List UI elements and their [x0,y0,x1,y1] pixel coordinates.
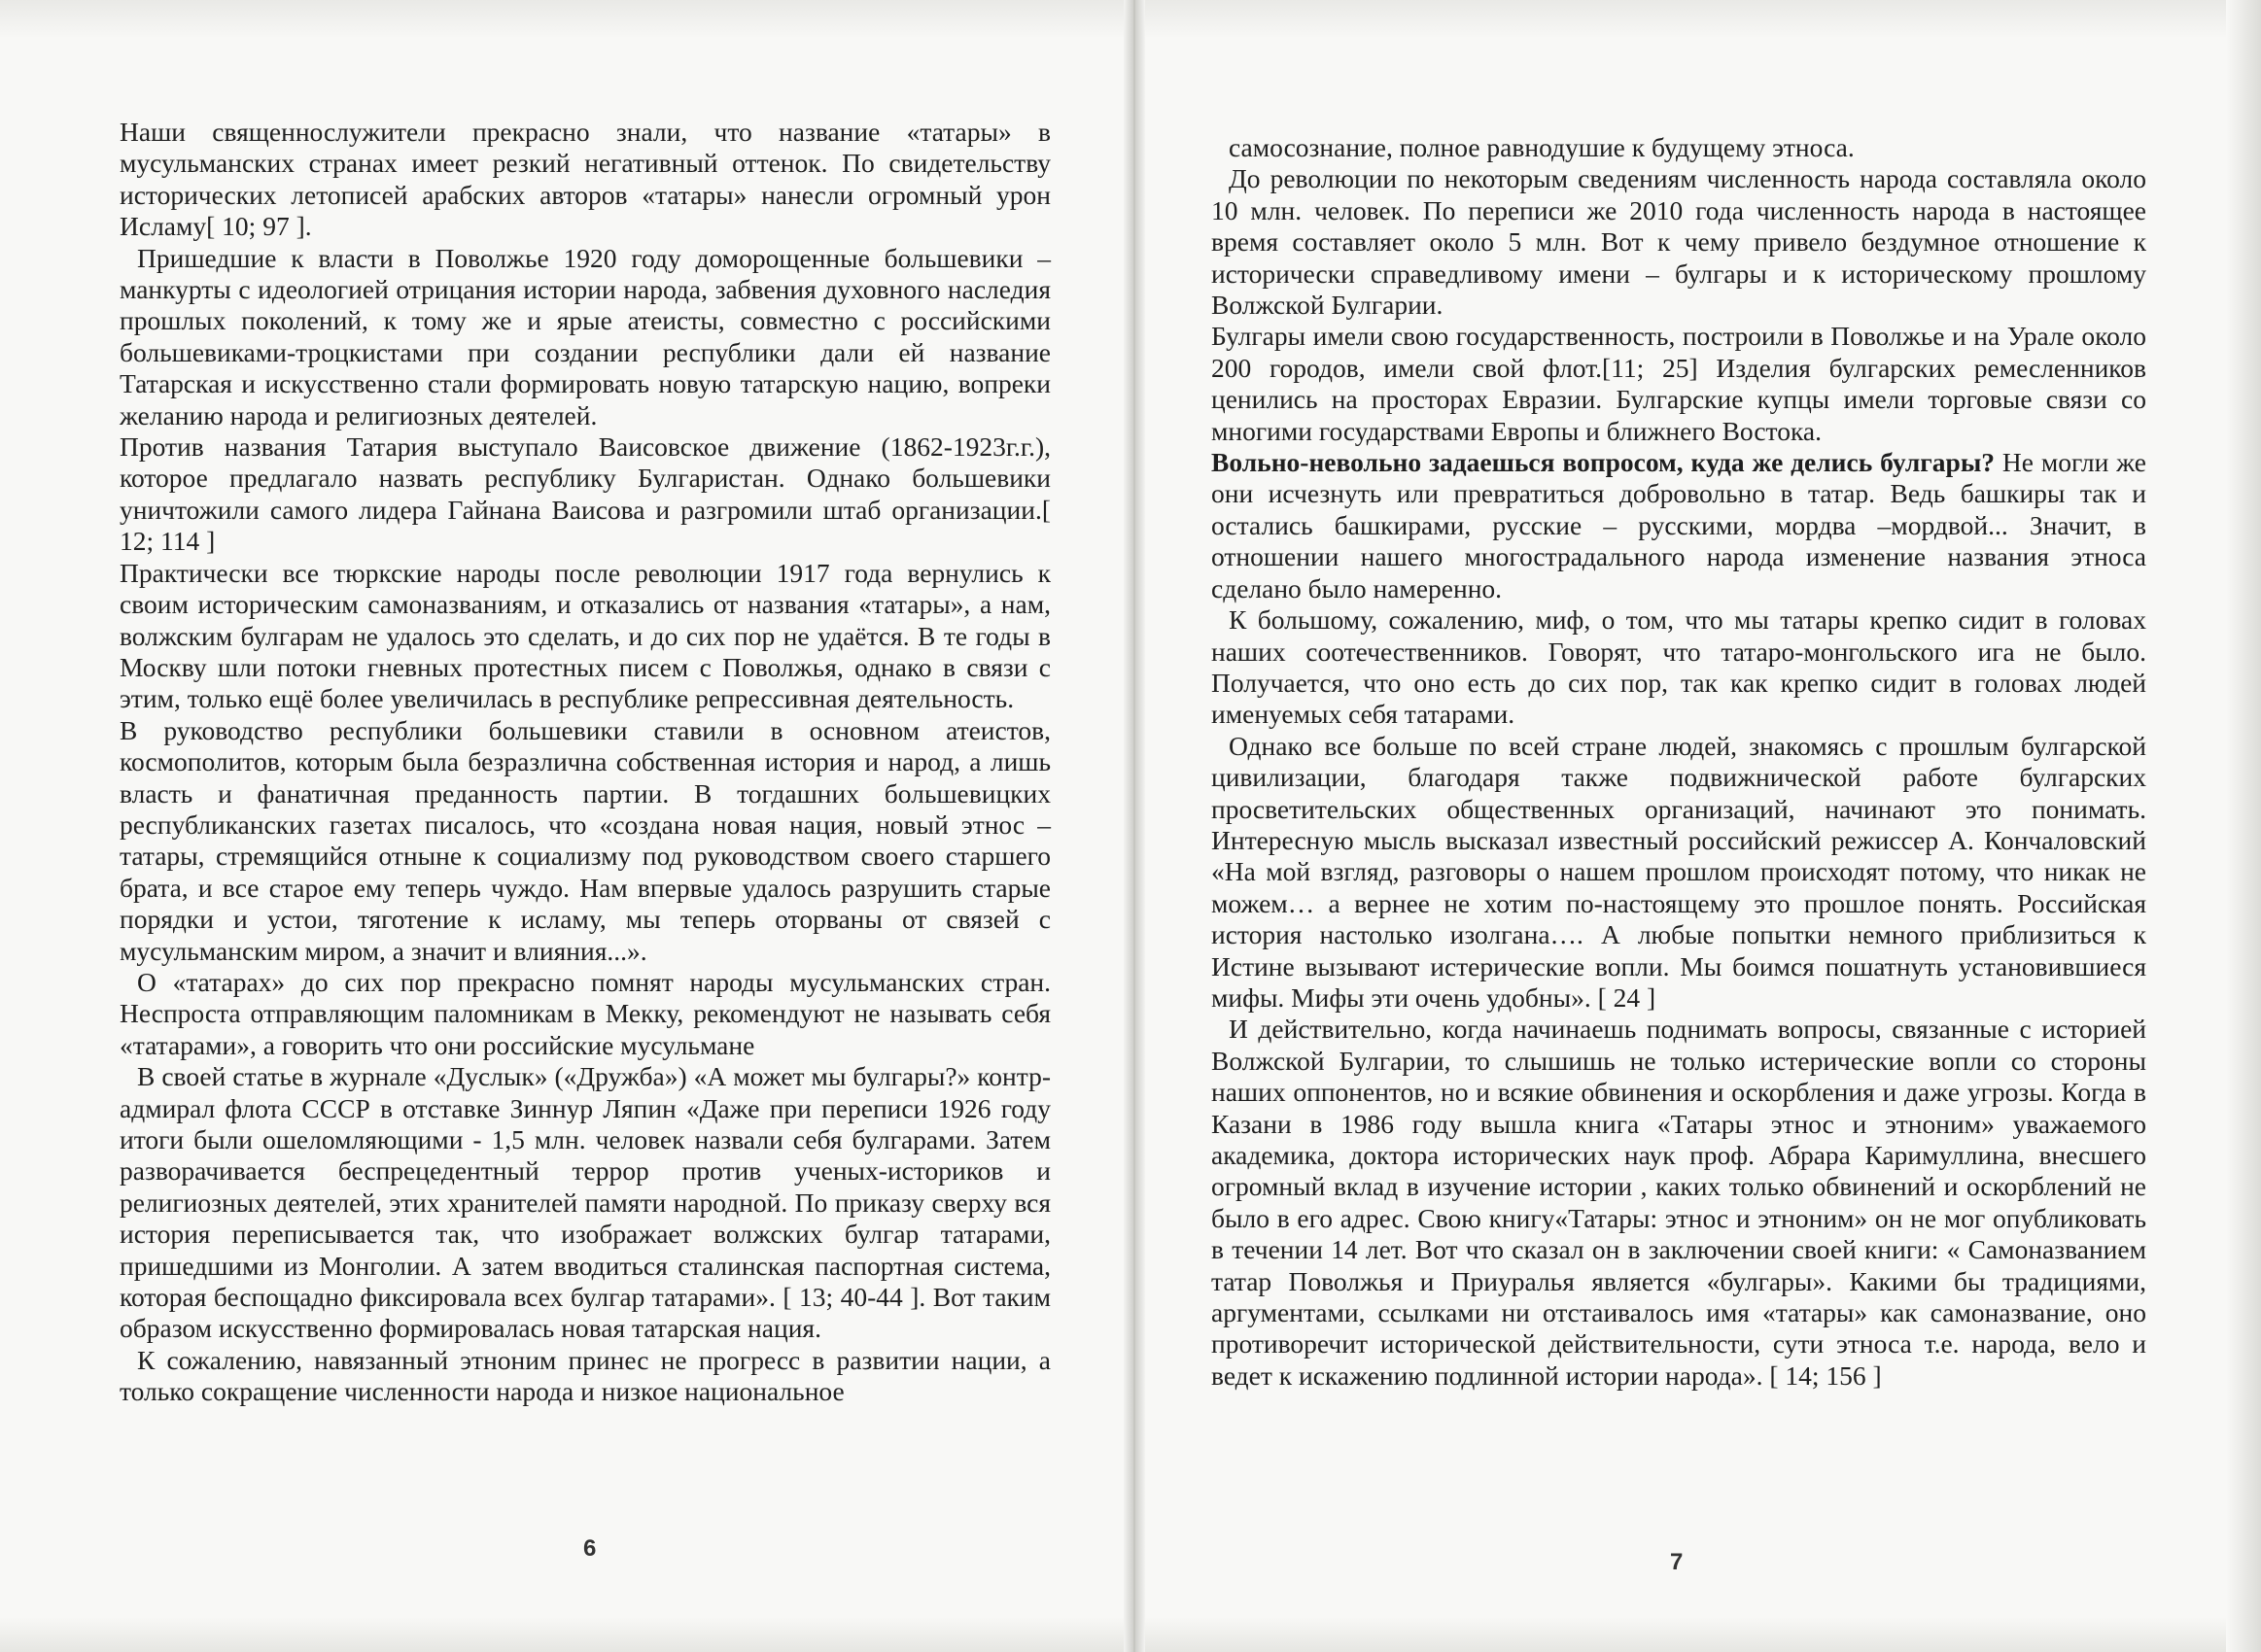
page-number-left: 6 [583,1535,597,1562]
paragraph-question [1211,447,2146,604]
scan-shadow-right [2226,0,2261,1652]
paragraph: К сожалению, навязанный этноним принес не прогресс в развитии нации, а только сокращение численности народа и низкое национальное [120,1344,1051,1407]
paragraph: Наши священнослужители прекрасно знали, что название «татары» в мусульманских странах имеет резкий негативный оттенок. По свидетельству исторических летописей арабских авторов «татары» нанесли огромный урон Исламу[ 10; 97 ]. [120,117,1051,242]
paragraph: К большому, сожалению, миф, о том, что мы татары крепко сидит в головах наших соотечественников. Говорят, что татаро-монгольского ига не было. Получается, что оно есть до сих пор, так как крепко сидит в головах людей именуемых себя татарами. [1211,604,2146,730]
paragraph: Булгары имели свою государственность, построили в Поволжье и на Урале около 200 городов, имели свой флот.[11; 25] Изделия булгарских ремесленников ценились на просторах Евразии. Булгарские купцы имели торговые связи со многими государствами Европы и ближнего Востока. [1211,321,2146,446]
paragraph: Пришедшие к власти в Поволжье 1920 году доморощенные большевики – манкурты с идеологией отрицания истории народа, забвения духовного наследия прошлых поколений, к тому же и ярые атеисты, совместно с российскими большевиками-троцкистами при создании республики дали ей название Татарская и искусственно стали формировать новую татарскую нацию, вопреки желанию народа и религиозных деятелей. [120,242,1051,430]
paragraph: самосознание, полное равнодушие к будущему этноса. [1229,132,1855,162]
paragraph: В своей статье в журнале «Дуслык» («Дружба») «А может мы булгары?» контр-адмирал флота СССР в отставке Зиннур Ляпин «Даже при переписи 1926 году итоги были ошеломляющими - 1,5 млн. человек назвали себя булгарами. Затем разворачивается беспрецедентный террор против ученых-историков и религиозных деятелей, этих хранителей памяти народной. По приказу сверху вся история переписывается так, что изображает волжских булгар татарами, пришедшими из Монголии. А затем вводиться сталинская паспортная система, которая беспощадно фиксировала всех булгар татарами». [ 13; 40-44 ]. Вот таким образом искусственно формировалась новая татарская нация. [120,1061,1051,1344]
page-number-right: 7 [1670,1549,1684,1575]
paragraph: До революции по некоторым сведениям численность народа составляла около 10 млн. человек. По переписи же 2010 года численность народа в настоящее время составляет около 5 млн. Вот к чему привело бездумное отношение к исторически справедливому имени – булгары и к историческому прошлому Волжской Булгарии. [1211,163,2146,321]
bold-question: Вольно-невольно задаешься вопросом, куда же делись булгары? [1211,447,1996,478]
question-continuation: Не могли же они исчезнуть или превратиться добровольно в татар. Ведь башкиры так и остались башкирами, русские – русскими, мордва –мордвой... Значит, в отношении нашего многострадального народа изменение названия этноса сделано было намеренно. [1211,447,2146,603]
left-page-text [120,117,1051,1408]
paragraph: Практически все тюркские народы после революции 1917 года вернулись к своим историческим самоназваниям, и отказались от названия «татары», а нам, волжским булгарам не удалось это сделать, и до сих пор не удаётся. В те годы в Москву шли потоки гневных протестных писем с Поволжья, однако в связи с этим, только ещё более увеличилась в республике репрессивная деятельность. [120,557,1051,714]
paragraph: О «татарах» до сих пор прекрасно помнят народы мусульманских стран. Неспроста отправляющим паломникам в Мекку, рекомендуют не называть себя «татарами», а говорить что они российские мусульмане [120,966,1051,1060]
paragraph: И действительно, когда начинаешь поднимать вопросы, связанные с историей Волжской Булгарии, то слышишь не только истерические вопли со стороны наших оппонентов, но и всякие обвинения и оскорбления и даже угрозы. Когда в Казани в 1986 году вышла книга «Татары этнос и этноним» уважаемого академика, доктора исторических наук проф. Абрара Каримуллина, внесшего огромный вклад в изучение истории , каких только обвинений и оскорблений не было в его адрес. Свою книгу«Татары: этнос и этноним» он не мог опубликовать в течении 14 лет. Вот что сказал он в заключении своей книги: « Самоназванием татар Поволжья и Приуралья является «булгары». Какими бы традициями, аргументами, ссылками ни отстаивалось имя «татары» как самоназвание, оно противоречит исторической действительности, сути этноса т.е. народа, вело и ведет к искажению подлинной истории народа». [ 14; 156 ] [1211,1014,2146,1391]
paragraph: Против названия Татария выступало Ваисовское движение (1862-1923г.г.), которое предлагало назвать республику Булгаристан. Однако большевики уничтожили самого лидера Гайнана Ваисова и разгромили штаб организации.[ 12; 114 ] [120,431,1051,557]
right-page-text [1211,132,2146,1392]
paragraph: Однако все больше по всей стране людей, знакомясь с прошлым булгарской цивилизации, благодаря также подвижнической работе булгарских просветительских общественных организаций, начинают это понимать. Интересную мысль высказал известный российский режиссер А. Кончаловский «На мой взгляд, разговоры о нашем прошлом происходят потому, что никак не можем… а вернее не хотим по-настоящему это прошлое понять. Российская история настолько изолгана…. А любые попытки немного приблизиться к Истине вызывают истерические вопли. Мы боимся пошатнуть установившиеся мифы. Мифы эти очень удобны». [ 24 ] [1211,730,2146,1013]
paragraph: В руководство республики большевики ставили в основном атеистов, космополитов, которым была безразлична собственная история и народ, а лишь власть и фанатичная преданность партии. В тогдашних большевицких республиканских газетах писалось, что «создана новая нация, новый этнос – татары, стремящийся отныне к социализму под руководством своего старшего брата, и все старое ему теперь чуждо. Нам впервые удалось разрушить старые порядки и устои, тяготение к исламу, мы теперь оторваны от связей с мусульманским миром, а значит и влияния...». [120,714,1051,966]
book-gutter [1124,0,1145,1652]
